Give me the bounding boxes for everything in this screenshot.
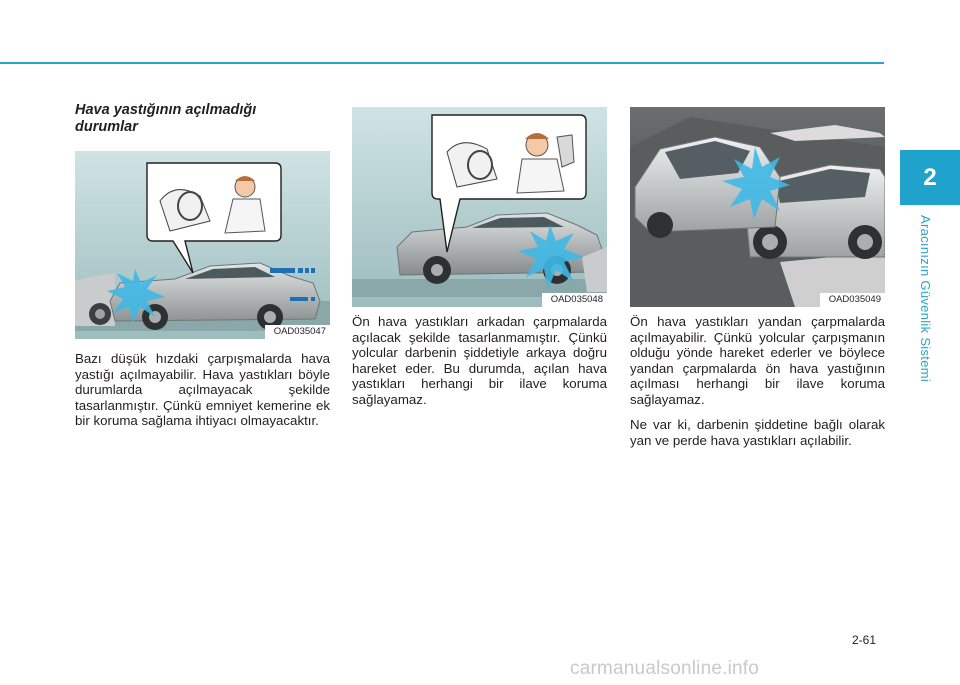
low-speed-collision-illustration bbox=[75, 151, 330, 339]
page-number: 2-61 bbox=[852, 633, 877, 647]
paragraph-low-speed: Bazı düşük hızdaki çarpışmalarda hava yastığı açılmayabilir. Hava yastıkları böyle durumlarda açılmayacak şekilde tasarlanmıştır. Çünkü emniyet kemerine ek bir koruma sağlama ihtiyacı olmayacaktır. bbox=[75, 351, 330, 429]
paragraph-side-collision: Ön hava yastıkları yandan çarpmalarda açılmayabilir. Çünkü yolcular çarpışmanın olduğu yönde hareket ederler ve böylece yandan çarpmalarda ön hava yastığının açılması herhangi bir ilave koruma sağlayamaz. bbox=[630, 314, 885, 407]
paragraph-rear-collision: Ön hava yastıkları arkadan çarpmalarda açılacak şekilde tasarlanmamıştır. Çünkü yolcular darbenin şiddetiyle arkaya doğru hareket eder. Bu durumda, açılan hava yastıkları herhangi bir ilave koruma sağlayamaz. bbox=[352, 314, 607, 407]
rear-collision-illustration bbox=[352, 107, 607, 307]
paragraph-side-curtain: Ne var ki, darbenin şiddetine bağlı olarak yan ve perde hava yastıkları açılabilir. bbox=[630, 417, 885, 448]
figure-code: OAD035047 bbox=[273, 326, 326, 337]
section-title: Aracınızın Güvenlik Sistemi bbox=[918, 215, 933, 383]
section-number-tab bbox=[900, 150, 960, 205]
watermark: carmanualsonline.info bbox=[570, 658, 760, 679]
section-title-vertical bbox=[913, 215, 933, 390]
figure-rear-collision bbox=[352, 107, 607, 307]
figure-low-speed-collision bbox=[75, 151, 330, 339]
figure-side-collision bbox=[630, 107, 885, 307]
section-heading: Hava yastığının açılmadığı durumlar bbox=[75, 102, 257, 135]
section-number: 2 bbox=[923, 163, 937, 191]
figure-code: OAD035048 bbox=[550, 294, 603, 305]
top-rule bbox=[0, 62, 884, 64]
side-collision-illustration bbox=[630, 107, 885, 307]
figure-code: OAD035049 bbox=[828, 294, 881, 305]
